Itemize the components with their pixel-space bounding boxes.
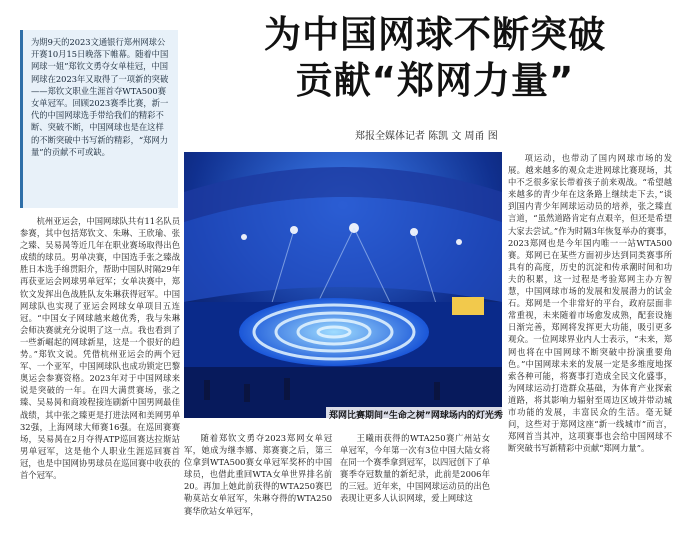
photo-caption: 郑网比赛期间“生命之树”网球场内的灯光秀: [326, 407, 506, 422]
stadium-light-show-photo: [184, 152, 502, 418]
lead-summary-box: [20, 30, 178, 208]
headline-line-1: 为中国网球不断突破: [264, 13, 606, 56]
column-4-text: 项运动，也带动了国内网球市场的发展。越来越多的观众走进网球比赛现场，其中不乏很多家长带着孩子前来观战。“希望越来越多的青少年在这条路上继续走下去，”谈到国内青少年网球运动员的培养，张之臻直言道，“虽然道路肯定有点艰辛，但还是希望大家去尝试。”作为时隔3年恢复举办的赛事，2023郑网也是今年国内唯一一站WTA500赛。郑网已在某些方面初步达到同类赛事所具有的高度，历史的沉淀和传承潮时间和功夫的积累，这一过程是考验郑网主办方智慧，中国网球市场的发展和发展潜力的试金石。郑网是一个非常好的平台，政府层面非常重视，未来随着市场愈发成熟，配套设施日渐完善，郑网将发挥更大功能，吸引更多观众。一位网球界业内人士表示，“未来，郑网也将在中国网球不断突破中扮演重要角色。”中国网球未来的发展一定是多维度地探索各种可能，将赛事打造成全民文化盛事，为网球运动打造群众基础，为体育产业探索道路，将其影响力辐射至周边区域并带动城市功能的发展，丰富民众的生活。毫无疑问，这些对于郑网这座“新一线城市”而言，郑网首当其冲，这项赛事也会给中国网球不断突破书写新精彩中贡献“郑网力量”。: [508, 153, 672, 454]
headline-line-2: 贡献“郑网力量”: [295, 59, 575, 102]
lead-text: 为期9天的2023文通银行郑州网球公开赛10月15日晚落下帷幕。随着中国网球一姐”郑钦文勇夺女单桂冠，中国网球在2023年又取得了一项新的突破——郑钦文职业生涯首夺WTA500赛女单冠军。回顾2023赛季比赛，新一代的中国网球选手带给我们的精彩不断、突破不断，中国网球也是在这样的不断突破中书写新的精彩，“郑网力量”的贡献不可或缺。: [31, 37, 169, 157]
article-column-3: [340, 432, 490, 505]
column-2-text: 随着郑钦文勇夺2023郑网女单冠军，她成为继李娜、郑赛赛之后，第三位拿到WTA500赛女单冠军奖杯的中国球员，也借此重回WTA女单世界排名前20。再加上她此前获得的WTA250赛巴勒莫站女单冠军，朱琳夺得的WTA250赛华欣站女单冠军，: [184, 433, 332, 516]
article-column-2: [184, 432, 332, 517]
photo-illustration: [184, 152, 502, 418]
article-column-1: [20, 215, 180, 481]
byline: 郑报全媒体记者 陈凯 文 周甬 图: [355, 131, 498, 142]
column-1-text: 杭州亚运会，中国网球队共有11名队员参赛，其中包括郑钦文、朱琳、王欣瑜、张之臻、吴易昺等近几年在职业赛场取得出色成绩的球员。男单决赛，中国选手张之臻战胜日本选手绵贯阳介，帮助中国队时隔29年再获亚运会网球男单冠军；女单决赛中，郑钦文发挥出色战胜队友朱琳获得冠军。中国网球队也实现了亚运会网球女单项目五连冠。“中国女子网球越来越优秀，我与朱琳会师决赛就充分说明了这一点。我也看到了一些新崛起的网球新星，这是一个很好的趋势。”郑钦文说。凭借杭州亚运会的两个冠军、一个亚军，中国网球队也成功锁定巴黎奥运会参赛资格。2023年对于中国网球来说是突破的一年。在四大满贯赛场，张之臻、吴易昺和商竣程接连刷新中国男网最佳战绩，其中张之臻更是打进法网和美网男单32强，上海网球大师赛16强。在巡回赛赛场，吴易昺在2月夺得ATP巡回赛达拉斯站男单冠军，这是他个人职业生涯巡回赛首冠，也是中国网协男球员在巡回赛中收获的首个冠军。: [20, 216, 180, 480]
headline: [200, 12, 670, 104]
column-3-text: 王曦雨获得的WTA250赛广州站女单冠军，今年第一次有3位中国大陆女将在同一个赛季拿到冠军，以四冠创下了单赛季夺冠数量的新纪录，此前是2006年的三冠。近年来，中国网球运动员的出色表现让更多人认识网球，爱上网球这: [340, 433, 490, 504]
article-column-4: [508, 152, 672, 454]
